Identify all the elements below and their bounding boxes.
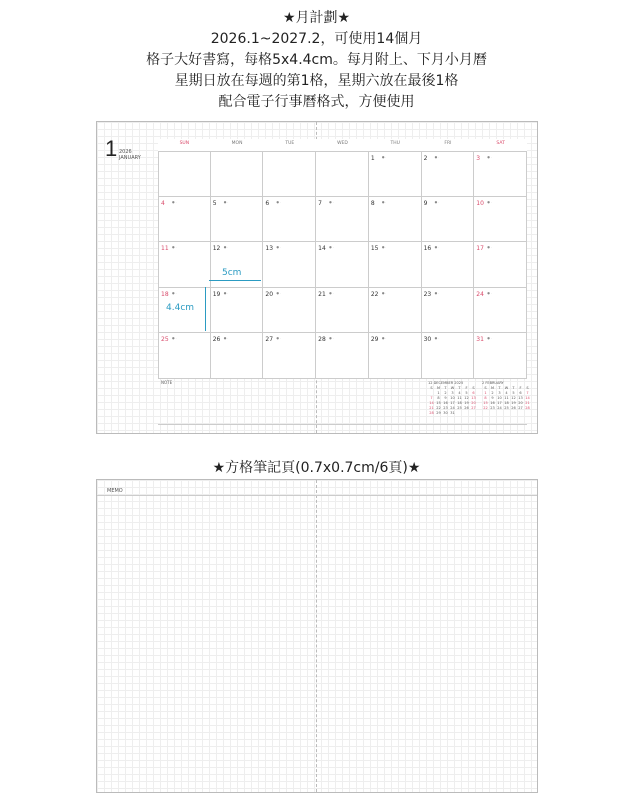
month-number: 1 [105,136,118,161]
memo-section-heading: ★方格筆記頁(0.7x0.7cm/6頁)★ [212,460,421,476]
weekday-header: MON [231,141,243,146]
month-year-label [119,149,141,161]
day-cell[interactable] [263,151,316,197]
height-dimension-line [205,287,206,331]
mini-weekday: T [512,386,515,390]
mini-day [456,411,463,416]
mini-day: 14 [525,396,530,400]
mini-day: 18 [457,401,462,405]
day-cell[interactable] [474,242,527,288]
day-number: 14 [318,245,326,253]
moon-phase-icon: ● · [381,199,387,204]
day-cell[interactable] [474,151,527,197]
moon-phase-icon: ● · [329,245,334,250]
mini-day: 16 [490,401,495,405]
mini-day: 10 [497,396,502,400]
mini-weekday: F [519,386,522,390]
day-number: 31 [476,336,484,344]
mini-day: 23 [490,406,495,410]
day-number: 19 [212,290,221,298]
day-cell[interactable] [474,288,527,334]
mini-day: 8 [484,396,487,400]
day-cell[interactable] [158,197,211,243]
moon-phase-icon: ● · [172,199,177,204]
center-fold [316,480,317,792]
mini-calendar-title: 12 DECEMBER 2025 [428,381,464,385]
day-cell[interactable] [158,242,211,288]
mini-day: 27 [518,406,523,410]
mini-day [470,411,477,416]
day-number: 8 [370,199,375,207]
moon-phase-icon: ● · [487,155,492,159]
day-number: 1 [370,155,375,162]
moon-phase-icon: ● · [434,155,440,159]
day-cell[interactable] [422,333,475,379]
mini-day: 5 [465,391,468,395]
mini-day: 15 [483,401,488,405]
mini-day: 20 [471,401,476,405]
day-number: 12 [212,245,221,253]
day-cell[interactable] [369,242,422,288]
mini-day: 11 [504,396,509,400]
mini-calendar-next [482,381,531,411]
mini-day: 29 [436,411,441,415]
mini-calendar-prev [428,381,477,416]
mini-day: 28 [429,411,434,415]
moon-phase-icon: ● · [276,290,281,295]
day-number: 20 [265,290,274,298]
weekday-header: TUE [285,141,295,146]
intro-title: ★月計劃★ [282,10,351,26]
day-cell[interactable] [316,151,369,197]
mini-day: 13 [518,396,523,400]
mini-day: 25 [457,406,462,410]
moon-phase-icon: ● · [434,245,440,250]
day-number: 9 [423,199,428,207]
mini-day: 17 [450,401,455,405]
mini-day: 22 [483,406,488,410]
mini-day: 6 [519,391,522,395]
mini-day: 4 [505,391,508,395]
moon-phase-icon: ● · [329,199,334,204]
height-dimension-label: 4.4cm [166,303,195,313]
moon-phase-icon: ● · [276,245,281,250]
memo-header-rule [97,495,537,496]
day-number: 6 [265,199,270,207]
mini-day: 16 [443,401,448,405]
mini-weekday: T [498,386,501,390]
moon-phase-icon: ● · [223,245,229,250]
day-number: 2 [423,155,428,162]
day-number: 18 [161,290,169,298]
mini-weekday: S [430,386,433,390]
mini-day: 2 [444,391,447,395]
intro-line-period: 2026.1~2027.2，可使用14個月 [210,31,423,47]
width-dimension-label: 5cm [222,268,242,278]
mini-day: 8 [437,396,440,400]
mini-calendar-row [482,406,531,411]
day-cell[interactable] [369,288,422,334]
mini-day: 14 [429,401,434,405]
mini-weekday: S [526,386,529,390]
weekday-header: FRI [444,141,452,146]
mini-day: 17 [497,401,502,405]
day-number: 3 [476,155,481,162]
moon-phase-icon: ● · [172,290,177,295]
day-number: 24 [476,290,484,298]
memo-grid-spread [96,479,538,793]
mini-day: 9 [444,396,447,400]
mini-day: 26 [464,406,469,410]
intro-line-size: 格子大好書寫，每格5x4.4cm。每月附上、下月小月曆 [146,52,487,68]
mini-day: 22 [436,406,441,410]
day-cell[interactable] [211,288,264,334]
mini-weekday: M [490,386,495,390]
mini-day: 26 [511,406,516,410]
mini-day: 28 [525,406,530,410]
mini-day: 7 [430,396,433,400]
day-number: 15 [370,245,379,253]
day-cell[interactable] [474,197,527,243]
mini-day: 15 [436,401,441,405]
mini-day [463,411,470,416]
day-number: 21 [318,290,326,298]
mini-day: 24 [497,406,502,410]
mini-day: 18 [504,401,509,405]
weekday-header: WED [337,141,348,146]
day-number: 5 [212,199,217,207]
moon-phase-icon: ● · [381,336,387,341]
moon-phase-icon: ● · [223,199,229,204]
day-cell[interactable] [369,333,422,379]
mini-day: 13 [471,396,476,400]
day-cell[interactable] [316,197,369,243]
moon-phase-icon: ● · [329,336,334,341]
day-cell[interactable] [369,151,422,197]
day-number: 16 [423,245,432,253]
moon-phase-icon: ● · [487,245,492,250]
mini-day: 2 [491,391,494,395]
mini-day: 24 [450,406,455,410]
day-number: 29 [370,336,379,344]
mini-day: 7 [526,391,529,395]
day-cell[interactable] [369,197,422,243]
mini-day: 3 [451,391,454,395]
day-cell[interactable] [158,151,211,197]
mini-weekday: W [450,386,455,390]
day-cell[interactable] [211,197,264,243]
mini-weekday: S [472,386,475,390]
day-cell[interactable] [158,333,211,379]
day-cell[interactable] [474,333,527,379]
day-cell[interactable] [211,151,264,197]
mini-weekday: W [504,386,509,390]
day-cell[interactable] [422,288,475,334]
intro-line-format: 配合電子行事曆格式，方便使用 [218,94,415,110]
note-label: NOTE [161,380,173,385]
month-grid [158,139,527,379]
moon-phase-icon: ● · [276,336,281,341]
weekday-header: SAT [496,141,505,146]
mini-day: 1 [437,391,440,395]
monthly-planner-spread [96,121,538,434]
moon-phase-icon: ● · [434,290,440,295]
day-number: 30 [423,336,432,344]
moon-phase-icon: ● · [329,290,334,295]
mini-day: 19 [464,401,469,405]
mini-day: 20 [518,401,523,405]
day-number: 13 [265,245,274,253]
moon-phase-icon: ● · [172,245,177,250]
weekday-header: THU [390,141,400,146]
mini-day: 9 [491,396,494,400]
month-name-label: JANUARY [119,155,141,161]
mini-day: 10 [450,396,455,400]
mini-day: 31 [450,411,455,415]
mini-weekday: F [465,386,468,390]
mini-day: 25 [504,406,509,410]
moon-phase-icon: ● · [434,336,440,341]
mini-day: 21 [429,406,434,410]
day-number: 7 [318,199,322,207]
day-number: 28 [318,336,326,344]
mini-calendar-row [428,411,477,416]
day-number: 27 [265,336,274,344]
mini-day: 6 [472,391,475,395]
day-number: 22 [370,290,379,298]
day-number: 11 [161,245,169,253]
moon-phase-icon: ● · [223,336,229,341]
day-number: 25 [161,336,169,344]
mini-day: 1 [484,391,487,395]
moon-phase-icon: ● · [487,199,492,204]
day-cell[interactable] [422,151,475,197]
mini-day: 5 [512,391,515,395]
weekday-header: SUN [179,141,190,146]
day-cell[interactable] [263,288,316,334]
intro-block [0,8,633,113]
day-cell[interactable] [422,242,475,288]
moon-phase-icon: ● · [434,199,440,204]
mini-day: 30 [443,411,448,415]
day-number: 10 [476,199,484,207]
mini-weekday: T [458,386,461,390]
year-label: 2026 [119,149,132,155]
mini-day: 4 [458,391,461,395]
mini-day: 11 [457,396,462,400]
day-number: 26 [212,336,221,344]
width-dimension-line [209,280,261,281]
mini-day: 23 [443,406,448,410]
mini-day: 12 [464,396,469,400]
moon-phase-icon: ● · [487,290,492,295]
moon-phase-icon: ● · [276,199,281,204]
moon-phase-icon: ● · [223,290,229,295]
mini-day: 12 [511,396,516,400]
moon-phase-icon: ● · [381,155,387,159]
mini-weekday: M [436,386,441,390]
day-number: 23 [423,290,432,298]
day-cell[interactable] [316,288,369,334]
intro-line-week: 星期日放在每週的第1格，星期六放在最後1格 [174,73,459,89]
mini-day: 27 [471,406,476,410]
day-number: 17 [476,245,484,253]
day-cell[interactable] [211,333,264,379]
day-cell[interactable] [263,197,316,243]
mini-weekday: T [444,386,447,390]
day-cell[interactable] [316,242,369,288]
day-cell[interactable] [316,333,369,379]
day-cell[interactable] [263,242,316,288]
day-number: 4 [161,199,165,207]
memo-label: MEMO [107,488,123,494]
mini-calendar-title: 2 FEBRUARY [482,381,504,385]
day-cell[interactable] [263,333,316,379]
day-cell[interactable] [422,197,475,243]
moon-phase-icon: ● · [381,290,387,295]
moon-phase-icon: ● · [487,336,492,341]
moon-phase-icon: ● · [172,336,177,341]
mini-day: 19 [511,401,516,405]
mini-day: 3 [498,391,501,395]
mini-day: 21 [525,401,530,405]
mini-weekday: S [484,386,487,390]
moon-phase-icon: ● · [381,245,387,250]
